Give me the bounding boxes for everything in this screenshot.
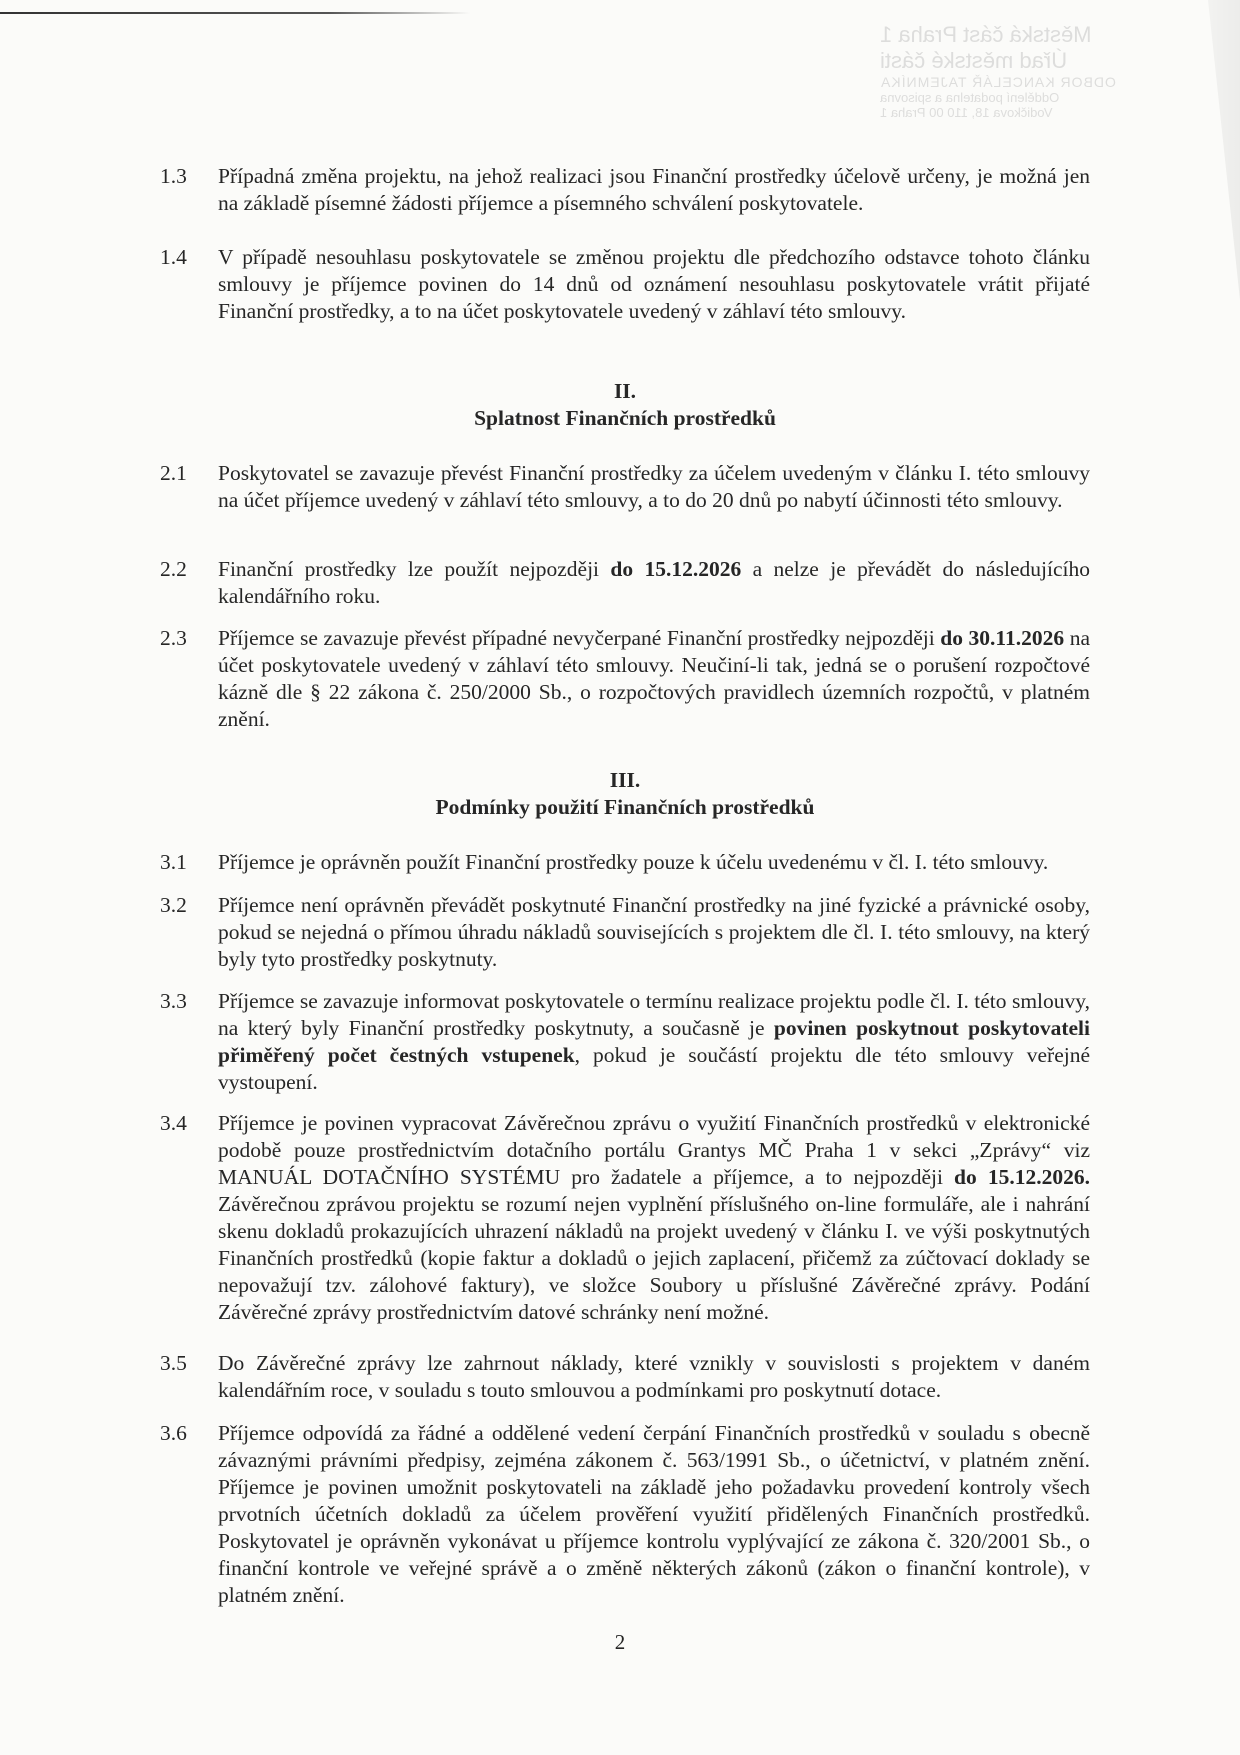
clause-text: Finanční prostředky lze použít nejpozději do 15.12.2026 a nelze je převádět do následujícího kalendářního roku. xyxy=(218,557,1090,608)
clause-number: 2.1 xyxy=(160,461,187,485)
clause-text: Příjemce odpovídá za řádné a oddělené vedení čerpání Finančních prostředků v souladu s obecně závaznými právními předpisy, zejména zákonem č. 563/1991 Sb., o účetnictví, v platném znění. Příjemce je povinen umožnit poskytovateli na základě jeho požadavku provedení kontroly všech prvotních účetních dokladů za účelem prověření využití přidělených Finančních prostředků. Poskytovatel je oprávněn vykonávat u příjemce kontrolu vyplývající ze zákona č. 320/2001 Sb., o finanční kontrole ve veřejné správě a o změně některých zákonů (zákon o finanční kontrole), v platném znění. xyxy=(218,1421,1090,1607)
deadline-emphasis: do 15.12.2026 xyxy=(610,557,742,581)
deadline-emphasis: do 15.12.2026. xyxy=(954,1165,1090,1189)
stamp-line-4: Oddělení podatelna a spisovna xyxy=(880,90,1060,105)
clause-text: Příjemce se zavazuje převést případné nevyčerpané Finanční prostředky nejpozději do 30.11.2026 na účet poskytovatele uvedený v záhlaví této smlouvy. Neučiní-li tak, jedná se o porušení rozpočtové kázně dle § 22 zákona č. 250/2000 Sb., o rozpočtových pravidlech územních rozpočtů, v platném znění. xyxy=(218,626,1090,731)
clause-number: 3.2 xyxy=(160,893,187,917)
clause-number: 3.5 xyxy=(160,1351,187,1375)
clause-number: 2.3 xyxy=(160,626,187,650)
stamp-line-5: Vodičkova 18, 110 00 Praha 1 xyxy=(880,105,1053,120)
clause-number: 3.6 xyxy=(160,1421,187,1445)
clause-number: 3.4 xyxy=(160,1111,187,1135)
clause-number: 3.1 xyxy=(160,850,187,874)
clause-number: 1.4 xyxy=(160,245,187,269)
section-roman-numeral: III. xyxy=(609,768,641,792)
clause-text: Případná změna projektu, na jehož realizaci jsou Finanční prostředky účelově určeny, je možná jen na základě písemné žádosti příjemce a písemného schválení poskytovatele. xyxy=(218,164,1090,215)
clause-number: 2.2 xyxy=(160,557,187,581)
clause-text: Příjemce je povinen vypracovat Závěrečnou zprávu o využití Finančních prostředků v elektronické podobě pouze prostřednictvím dotačního portálu Grantys MČ Praha 1 v sekci „Zprávy“ viz MANUÁL DOTAČNÍHO SYSTÉMU pro žadatele a příjemce, a to nejpozději do 15.12.2026. Závěrečnou zprávou projektu se rozumí nejen vyplnění příslušného on-line formuláře, ale i nahrání skenu dokladů prokazujících uhrazení nákladů na projekt uvedený v článku I. ve výši poskytnutých Finančních prostředků (kopie faktur a dokladů o jejich zaplacení, přičemž za zúčtovací doklady se nepovažují tzv. zálohové faktury), ve složce Soubory u příslušné Závěrečné zprávy. Podání Závěrečné zprávy prostřednictvím datové schránky není možné. xyxy=(218,1111,1090,1324)
clause-text: V případě nesouhlasu poskytovatele se změnou projektu dle předchozího odstavce tohoto článku smlouvy je příjemce povinen do 14 dnů od oznámení nesouhlasu poskytovatele vrátit přijaté Finanční prostředky, a to na účet poskytovatele uvedený v záhlaví této smlouvy. xyxy=(218,245,1090,323)
clause-text: Příjemce se zavazuje informovat poskytovatele o termínu realizace projektu podle čl. I. této smlouvy, na který byly Finanční prostředky poskytnuty, a současně je povinen poskytnout poskytovateli přiměřený počet čestných vstupenek, pokud je součástí projektu dle této smlouvy veřejné vystoupení. xyxy=(218,989,1091,1094)
stamp-line-1: Městská část Praha 1 xyxy=(880,22,1092,47)
section-title: Splatnost Finančních prostředků xyxy=(474,406,776,430)
clause-number: 1.3 xyxy=(160,164,187,188)
stamp-line-3: ODBOR KANCELÁŘ TAJEMNÍKA xyxy=(880,74,1116,90)
deadline-emphasis: do 30.11.2026 xyxy=(940,626,1065,650)
page-number: 2 xyxy=(614,1630,626,1654)
section-roman-numeral: II. xyxy=(613,379,637,403)
obligation-emphasis: povinen poskytnout poskytovateli přiměřený počet čestných vstupenek xyxy=(218,1016,1090,1067)
clause-text: Příjemce není oprávněn převádět poskytnuté Finanční prostředky na jiné fyzické a právnické osoby, pokud se nejedná o přímou úhradu nákladů souvisejících s projektem dle čl. I. této smlouvy, na který byly tyto prostředky poskytnuty. xyxy=(218,893,1090,971)
section-title: Podmínky použití Finančních prostředků xyxy=(435,795,815,819)
top-rule xyxy=(0,12,470,14)
clause-number: 3.3 xyxy=(160,989,187,1013)
clause-text: Do Závěrečné zprávy lze zahrnout náklady, které vznikly v souvislosti s projektem v daném kalendářním roce, v souladu s touto smlouvou a podmínkami pro poskytnutí dotace. xyxy=(218,1351,1090,1402)
office-stamp xyxy=(880,22,1170,152)
clause-text: Příjemce je oprávněn použít Finanční prostředky pouze k účelu uvedenému v čl. I. této smlouvy. xyxy=(218,850,1049,874)
stamp-line-2: Úřad městské části xyxy=(880,48,1068,73)
page-corner-shadow xyxy=(1160,0,1240,300)
clause-text: Poskytovatel se zavazuje převést Finanční prostředky za účelem uvedeným v článku I. této smlouvy na účet příjemce uvedený v záhlaví této smlouvy, a to do 20 dnů po nabytí účinnosti této smlouvy. xyxy=(218,461,1090,512)
